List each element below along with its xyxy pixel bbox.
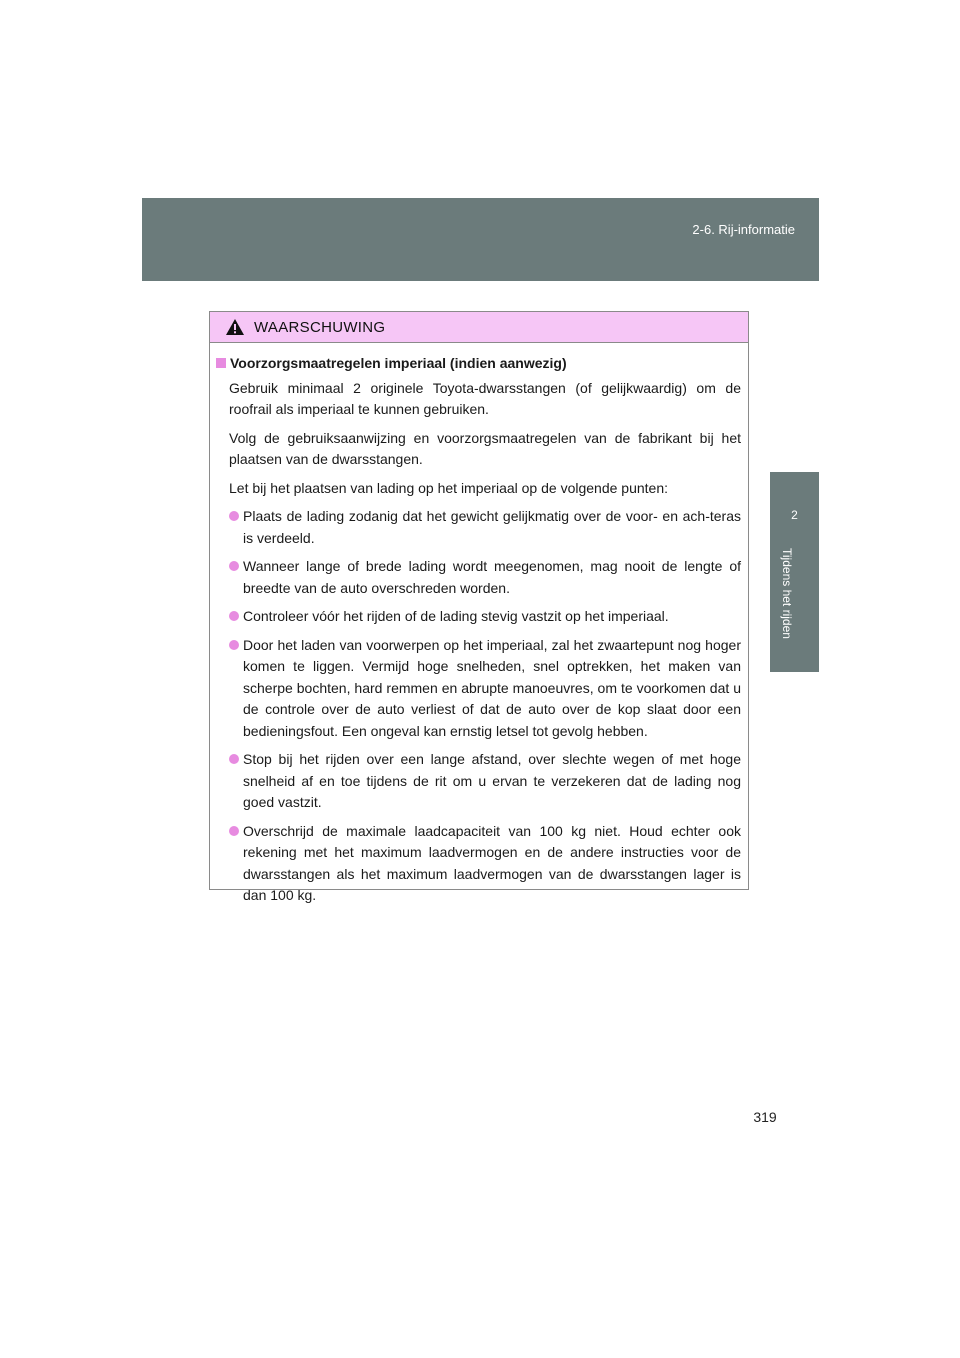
bullet-item	[216, 506, 741, 549]
subheading-text: Voorzorgsmaatregelen imperiaal (indien aanwezig)	[230, 355, 567, 371]
bullet-item	[216, 821, 741, 907]
warning-triangle-icon	[226, 319, 244, 335]
bullet-text: Door het laden van voorwerpen op het imperiaal, zal het zwaartepunt nog hoger komen te liggen. Vermijd hoge snelheden, snel optrekken, het maken van scherpe bochten, hard remmen en abrupte manoeuvres, om te voorkomen dat u de controle over de auto verliest of dat de auto over de kop slaat door een bedieningsfout. Een ongeval kan ernstig letsel tot gevolg hebben.	[243, 636, 741, 739]
bullet-dot-icon	[229, 561, 239, 571]
bullet-item	[216, 749, 741, 814]
paragraph: Volg de gebruiksaanwijzing en voorzorgsmaatregelen van de fabrikant bij het plaatsen van de dwarsstangen.	[229, 429, 741, 467]
bullet-dot-icon	[229, 511, 239, 521]
page-number: 319	[753, 1109, 777, 1125]
bullet-text: Stop bij het rijden over een lange afstand, over slechte wegen of met hoge snelheid af en toe tijdens de rit om u ervan te verzekeren dat de lading nog goed vastzit.	[243, 751, 741, 810]
section-title: 2-6. Rij-informatie	[692, 222, 795, 237]
bullet-dot-icon	[229, 611, 239, 621]
chapter-label: Tijdens het rijden	[780, 548, 794, 639]
bullet-text: Plaats de lading zodanig dat het gewicht gelijkmatig over de voor- en ach-teras is verdeeld.	[243, 508, 741, 546]
bullet-item	[216, 635, 741, 743]
bullet-text: Overschrijd de maximale laadcapaciteit van 100 kg niet. Houd echter ook rekening met het maximum laadvermogen en de andere instructies voor de dwarsstangen als het maximum laadvermogen van de dwarsstangen lager is dan 100 kg.	[243, 822, 741, 903]
header-band	[142, 198, 819, 281]
bullet-item	[216, 556, 741, 599]
bullet-text: Controleer vóór het rijden of de lading stevig vastzit op het imperiaal.	[243, 608, 669, 624]
warning-box	[209, 311, 749, 903]
bullet-dot-icon	[229, 754, 239, 764]
warning-subheading	[216, 353, 741, 375]
warning-header	[210, 312, 748, 343]
bullet-text: Wanneer lange of brede lading wordt meegenomen, mag nooit de lengte of breedte van de auto overschreden worden.	[243, 558, 741, 596]
bullet-dot-icon	[229, 640, 239, 650]
chapter-number: 2	[791, 508, 798, 522]
paragraph: Let bij het plaatsen van lading op het imperiaal op de volgende punten:	[229, 479, 668, 496]
square-bullet-icon	[216, 358, 226, 368]
warning-body	[210, 343, 748, 907]
chapter-side-tab	[770, 472, 819, 672]
bullet-item	[216, 606, 741, 628]
paragraph: Gebruik minimaal 2 originele Toyota-dwarsstangen (of gelijkwaardig) om de roofrail als imperiaal te kunnen gebruiken.	[229, 379, 741, 417]
warning-title: WAARSCHUWING	[254, 318, 386, 336]
bullet-dot-icon	[229, 826, 239, 836]
